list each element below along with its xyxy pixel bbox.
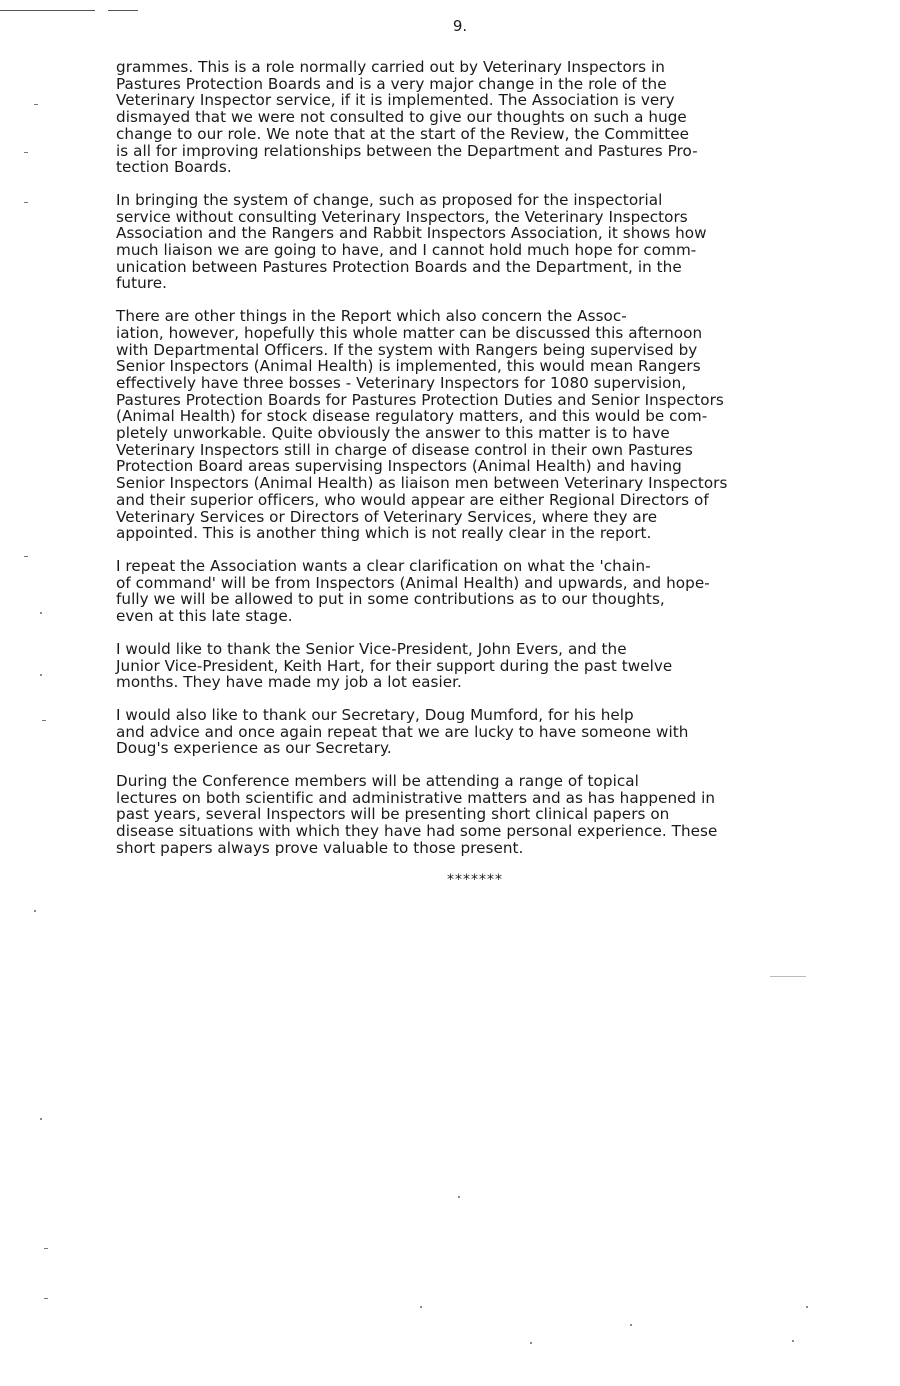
paragraph-2: In bringing the system of change, such as proposed for the inspectorial service without consulting Veterinary Inspectors, the Veterinary Inspectors Association and the Rangers and Rabbit Inspectors Association, it shows how much liaison we are going to have, and I cannot hold much hope for comm- unication between Pastures Protection Boards and the Department, in the future. <box>116 190 707 293</box>
page-number: 9. <box>452 17 468 35</box>
scan-speck <box>806 1306 808 1308</box>
scan-speck <box>792 1340 794 1342</box>
scan-speck <box>24 152 28 153</box>
scan-speck <box>770 976 806 977</box>
paragraph-1: grammes. This is a role normally carried out by Veterinary Inspectors in Pastures Protection Boards and is a very major change in the role of the Veterinary Inspector service, if it is implemented. The Association is very dismayed that we were not consulted to give our thoughts on such a huge change to our role. We note that at the start of the Review, the Committee is all for improving relationships between the Department and Pastures Pro- tection Boards. <box>116 58 698 177</box>
top-rule-right <box>108 10 138 11</box>
top-rule-left <box>0 10 95 11</box>
scan-speck <box>42 720 46 721</box>
body-text <box>116 59 836 873</box>
paragraph-3: There are other things in the Report which also concern the Assoc- iation, however, hopefully this whole matter can be discussed this afternoon with Departmental Officers. If the system with Rangers being supervised by Senior Inspectors (Animal Health) is implemented, this would mean Rangers effectively have three bosses - Veterinary Inspectors for 1080 supervision, Pastures Protection Boards for Pastures Protection Duties and Senior Inspectors (Animal Health) for stock disease regulatory matters, and this would be com- pletely unworkable. Quite obviously the answer to this matter is to have Veterinary Inspectors still in charge of disease control in their own Pastures Protection Board areas supervising Inspectors (Animal Health) and having Senior Inspectors (Animal Health) as liaison men between Veterinary Inspectors and their superior officers, who would appear are either Regional Directors of Veterinary Services or Directors of Veterinary Services, where they are appointed. This is another thing which is not really clear in the report. <box>116 307 728 543</box>
paragraph-7: During the Conference members will be attending a range of topical lectures on both scientific and administrative matters and as has happened in past years, several Inspectors will be presenting short clinical papers on disease situations with which they have had some personal experience. These short papers always prove valuable to those present. <box>116 772 718 857</box>
paragraph-5: I would like to thank the Senior Vice-President, John Evers, and the Junior Vice-President, Keith Hart, for their support during the past twelve months. They have made my job a lot easier. <box>116 639 673 692</box>
paragraph-6: I would also like to thank our Secretary, Doug Mumford, for his help and advice and once again repeat that we are lucky to have someone with Doug's experience as our Secretary. <box>116 705 689 758</box>
scan-speck <box>458 1196 460 1198</box>
scan-speck <box>630 1324 632 1326</box>
scan-speck <box>420 1306 422 1308</box>
scan-speck <box>44 1248 48 1249</box>
scan-speck <box>24 202 28 203</box>
scan-speck <box>24 556 28 557</box>
scan-speck <box>40 612 42 614</box>
scan-speck <box>40 1118 42 1120</box>
scan-speck <box>34 910 36 912</box>
scan-speck <box>44 1298 48 1299</box>
scan-speck <box>34 104 38 105</box>
scan-speck <box>530 1342 532 1344</box>
scan-speck <box>40 674 42 676</box>
section-separator: ******* <box>447 872 503 888</box>
paragraph-4: I repeat the Association wants a clear clarification on what the 'chain- of command' will be from Inspectors (Animal Health) and upwards, and hope- fully we will be allowed to put in some contributions as to our thoughts, even at this late stage. <box>116 556 710 626</box>
